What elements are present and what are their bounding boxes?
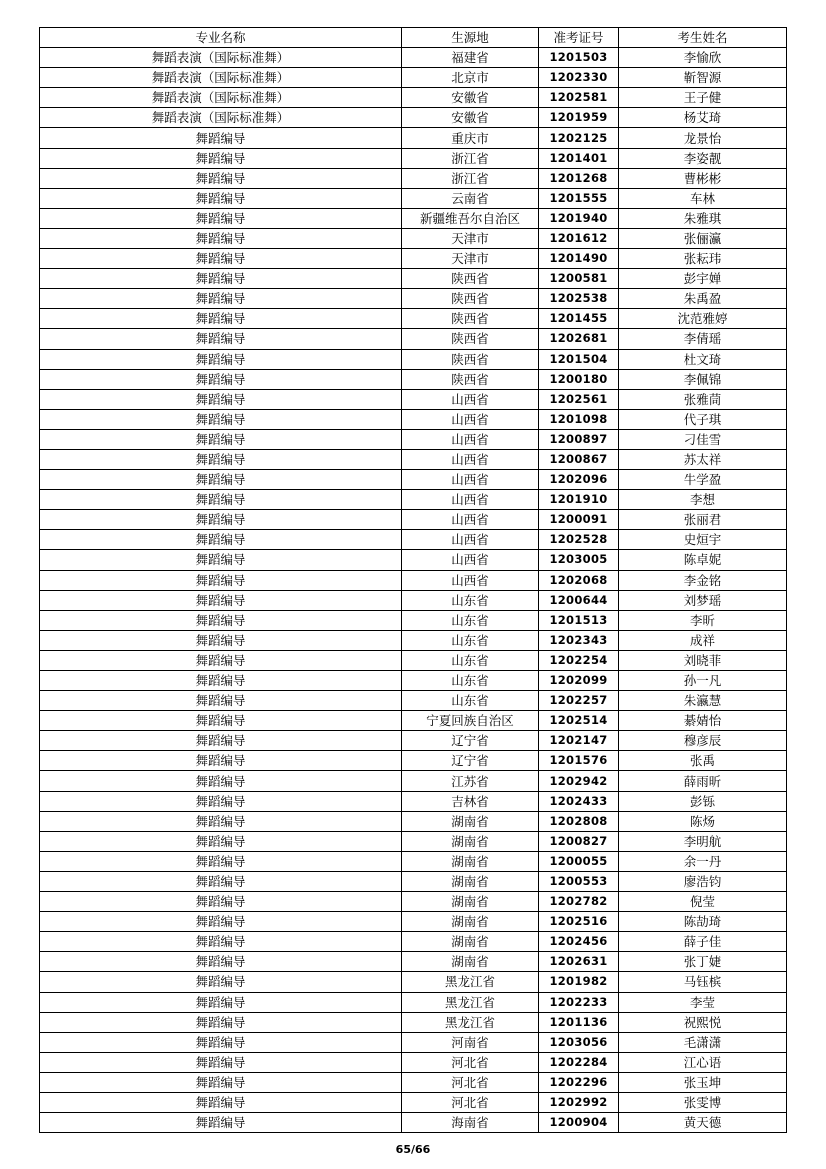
cell-exam-id: 1202096: [539, 470, 619, 490]
cell-exam-id: 1202330: [539, 68, 619, 88]
cell-origin: 黑龙江省: [402, 972, 539, 992]
table-row: [40, 389, 787, 409]
cell-student-name: 张雯博: [619, 1092, 787, 1112]
cell-exam-id: 1202068: [539, 570, 619, 590]
cell-major: 舞蹈编导: [40, 128, 402, 148]
table-row: [40, 530, 787, 550]
cell-student-name: 刘晓菲: [619, 650, 787, 670]
table-row: [40, 610, 787, 630]
table-row: [40, 429, 787, 449]
cell-student-name: 李昕: [619, 610, 787, 630]
cell-major: 舞蹈编导: [40, 811, 402, 831]
cell-origin: 安徽省: [402, 88, 539, 108]
cell-student-name: 张耘玮: [619, 249, 787, 269]
cell-major: 舞蹈编导: [40, 429, 402, 449]
table-row: [40, 128, 787, 148]
cell-student-name: 余一丹: [619, 851, 787, 871]
cell-major: 舞蹈编导: [40, 269, 402, 289]
table-row: [40, 952, 787, 972]
cell-exam-id: 1201940: [539, 208, 619, 228]
cell-origin: 天津市: [402, 249, 539, 269]
cell-origin: 山西省: [402, 550, 539, 570]
cell-origin: 新疆维吾尔自治区: [402, 208, 539, 228]
cell-exam-id: 1200180: [539, 369, 619, 389]
cell-exam-id: 1202561: [539, 389, 619, 409]
cell-major: 舞蹈编导: [40, 570, 402, 590]
cell-student-name: 杜文琦: [619, 349, 787, 369]
cell-exam-id: 1202433: [539, 791, 619, 811]
table-row: [40, 590, 787, 610]
cell-major: 舞蹈编导: [40, 1012, 402, 1032]
table-row: [40, 1012, 787, 1032]
cell-student-name: 倪莹: [619, 892, 787, 912]
table-row: [40, 992, 787, 1012]
cell-origin: 湖南省: [402, 892, 539, 912]
cell-origin: 陕西省: [402, 289, 539, 309]
cell-major: 舞蹈编导: [40, 912, 402, 932]
cell-exam-id: 1200644: [539, 590, 619, 610]
table-row: [40, 791, 787, 811]
table-row: [40, 912, 787, 932]
cell-major: 舞蹈编导: [40, 1052, 402, 1072]
cell-origin: 山东省: [402, 650, 539, 670]
cell-student-name: 彭宇婵: [619, 269, 787, 289]
cell-exam-id: 1201098: [539, 409, 619, 429]
cell-major: 舞蹈编导: [40, 148, 402, 168]
cell-major: 舞蹈编导: [40, 409, 402, 429]
cell-origin: 北京市: [402, 68, 539, 88]
cell-student-name: 靳智源: [619, 68, 787, 88]
cell-student-name: 成祥: [619, 630, 787, 650]
cell-student-name: 李想: [619, 490, 787, 510]
cell-major: 舞蹈编导: [40, 389, 402, 409]
cell-student-name: 沈范雅婷: [619, 309, 787, 329]
cell-student-name: 穆彦辰: [619, 731, 787, 751]
cell-origin: 辽宁省: [402, 731, 539, 751]
cell-student-name: 毛潇潇: [619, 1032, 787, 1052]
cell-student-name: 江心语: [619, 1052, 787, 1072]
table-row: [40, 1113, 787, 1133]
cell-exam-id: 1200904: [539, 1113, 619, 1133]
cell-major: 舞蹈编导: [40, 731, 402, 751]
cell-origin: 云南省: [402, 188, 539, 208]
table-row: [40, 550, 787, 570]
cell-origin: 江苏省: [402, 771, 539, 791]
cell-exam-id: 1201612: [539, 228, 619, 248]
cell-major: 舞蹈编导: [40, 671, 402, 691]
table-row: [40, 972, 787, 992]
cell-origin: 黑龙江省: [402, 992, 539, 1012]
table-row: [40, 1072, 787, 1092]
cell-exam-id: 1202681: [539, 329, 619, 349]
cell-origin: 山东省: [402, 610, 539, 630]
cell-origin: 山西省: [402, 570, 539, 590]
table-row: [40, 289, 787, 309]
cell-origin: 湖南省: [402, 851, 539, 871]
cell-origin: 宁夏回族自治区: [402, 711, 539, 731]
cell-origin: 河北省: [402, 1072, 539, 1092]
cell-origin: 河北省: [402, 1092, 539, 1112]
cell-origin: 海南省: [402, 1113, 539, 1133]
cell-origin: 山西省: [402, 389, 539, 409]
cell-origin: 山西省: [402, 530, 539, 550]
cell-major: 舞蹈表演（国际标准舞）: [40, 68, 402, 88]
table-row: [40, 510, 787, 530]
table-row: [40, 188, 787, 208]
cell-major: 舞蹈编导: [40, 771, 402, 791]
cell-origin: 浙江省: [402, 148, 539, 168]
cell-student-name: 李姿靓: [619, 148, 787, 168]
cell-student-name: 刘梦瑶: [619, 590, 787, 610]
cell-major: 舞蹈编导: [40, 630, 402, 650]
cell-origin: 河北省: [402, 1052, 539, 1072]
cell-student-name: 祝熙悦: [619, 1012, 787, 1032]
cell-origin: 山西省: [402, 449, 539, 469]
table-row: [40, 1052, 787, 1072]
cell-exam-id: 1202992: [539, 1092, 619, 1112]
cell-student-name: 张俪瀛: [619, 228, 787, 248]
table-row: [40, 470, 787, 490]
cell-exam-id: 1202581: [539, 88, 619, 108]
cell-student-name: 王子健: [619, 88, 787, 108]
table-row: [40, 329, 787, 349]
table-row: [40, 369, 787, 389]
cell-exam-id: 1201401: [539, 148, 619, 168]
cell-origin: 辽宁省: [402, 751, 539, 771]
cell-exam-id: 1203005: [539, 550, 619, 570]
cell-exam-id: 1202516: [539, 912, 619, 932]
table-row: [40, 671, 787, 691]
cell-major: 舞蹈编导: [40, 691, 402, 711]
cell-major: 舞蹈编导: [40, 871, 402, 891]
cell-origin: 黑龙江省: [402, 1012, 539, 1032]
cell-major: 舞蹈编导: [40, 892, 402, 912]
cell-origin: 吉林省: [402, 791, 539, 811]
cell-origin: 山东省: [402, 671, 539, 691]
cell-student-name: 薛雨昕: [619, 771, 787, 791]
cell-origin: 山西省: [402, 429, 539, 449]
cell-major: 舞蹈编导: [40, 530, 402, 550]
cell-origin: 湖南省: [402, 811, 539, 831]
header-exam-id: 准考证号: [539, 28, 619, 48]
cell-major: 舞蹈编导: [40, 449, 402, 469]
table-row: [40, 650, 787, 670]
cell-exam-id: 1202284: [539, 1052, 619, 1072]
cell-exam-id: 1202343: [539, 630, 619, 650]
cell-major: 舞蹈编导: [40, 168, 402, 188]
cell-student-name: 曹彬彬: [619, 168, 787, 188]
cell-major: 舞蹈编导: [40, 791, 402, 811]
cell-student-name: 张禹: [619, 751, 787, 771]
cell-major: 舞蹈编导: [40, 932, 402, 952]
admission-list-table: [39, 27, 787, 1133]
table-row: [40, 349, 787, 369]
header-major: 专业名称: [40, 28, 402, 48]
cell-origin: 山西省: [402, 510, 539, 530]
cell-major: 舞蹈编导: [40, 590, 402, 610]
cell-major: 舞蹈编导: [40, 188, 402, 208]
cell-origin: 陕西省: [402, 369, 539, 389]
table-row: [40, 811, 787, 831]
cell-exam-id: 1202782: [539, 892, 619, 912]
cell-major: 舞蹈编导: [40, 369, 402, 389]
table-row: [40, 409, 787, 429]
table-row: [40, 691, 787, 711]
cell-major: 舞蹈表演（国际标准舞）: [40, 88, 402, 108]
cell-student-name: 张丽君: [619, 510, 787, 530]
table-row: [40, 228, 787, 248]
table-row: [40, 731, 787, 751]
cell-origin: 山东省: [402, 630, 539, 650]
cell-exam-id: 1202254: [539, 650, 619, 670]
cell-major: 舞蹈表演（国际标准舞）: [40, 108, 402, 128]
cell-major: 舞蹈编导: [40, 289, 402, 309]
table-row: [40, 88, 787, 108]
cell-student-name: 张玉坤: [619, 1072, 787, 1092]
cell-exam-id: 1201513: [539, 610, 619, 630]
cell-major: 舞蹈编导: [40, 470, 402, 490]
cell-exam-id: 1200581: [539, 269, 619, 289]
cell-major: 舞蹈编导: [40, 1032, 402, 1052]
table-row: [40, 269, 787, 289]
cell-exam-id: 1200055: [539, 851, 619, 871]
table-row: [40, 249, 787, 269]
cell-origin: 山西省: [402, 409, 539, 429]
cell-exam-id: 1201503: [539, 48, 619, 68]
cell-origin: 陕西省: [402, 329, 539, 349]
cell-student-name: 李倩瑶: [619, 329, 787, 349]
cell-student-name: 马钰槟: [619, 972, 787, 992]
cell-major: 舞蹈编导: [40, 208, 402, 228]
cell-origin: 山西省: [402, 490, 539, 510]
cell-exam-id: 1202257: [539, 691, 619, 711]
header-origin: 生源地: [402, 28, 539, 48]
cell-exam-id: 1201490: [539, 249, 619, 269]
table-row: [40, 570, 787, 590]
cell-origin: 浙江省: [402, 168, 539, 188]
table-row: [40, 892, 787, 912]
cell-student-name: 陈炀: [619, 811, 787, 831]
cell-student-name: 黄天德: [619, 1113, 787, 1133]
cell-student-name: 朱禹盈: [619, 289, 787, 309]
cell-student-name: 刁佳雪: [619, 429, 787, 449]
cell-origin: 湖南省: [402, 871, 539, 891]
cell-origin: 安徽省: [402, 108, 539, 128]
cell-exam-id: 1201268: [539, 168, 619, 188]
cell-student-name: 李金铭: [619, 570, 787, 590]
cell-exam-id: 1202233: [539, 992, 619, 1012]
cell-exam-id: 1200091: [539, 510, 619, 530]
cell-exam-id: 1202631: [539, 952, 619, 972]
cell-origin: 陕西省: [402, 269, 539, 289]
cell-major: 舞蹈编导: [40, 751, 402, 771]
cell-exam-id: 1202099: [539, 671, 619, 691]
cell-exam-id: 1200553: [539, 871, 619, 891]
table-row: [40, 309, 787, 329]
cell-origin: 山东省: [402, 691, 539, 711]
cell-student-name: 张雅茼: [619, 389, 787, 409]
header-student-name: 考生姓名: [619, 28, 787, 48]
cell-exam-id: 1202125: [539, 128, 619, 148]
cell-major: 舞蹈编导: [40, 650, 402, 670]
cell-major: 舞蹈编导: [40, 831, 402, 851]
cell-major: 舞蹈编导: [40, 711, 402, 731]
cell-student-name: 薛子佳: [619, 932, 787, 952]
cell-origin: 河南省: [402, 1032, 539, 1052]
cell-student-name: 代子琪: [619, 409, 787, 429]
cell-student-name: 朱雅琪: [619, 208, 787, 228]
cell-exam-id: 1202942: [539, 771, 619, 791]
cell-major: 舞蹈编导: [40, 249, 402, 269]
cell-major: 舞蹈编导: [40, 972, 402, 992]
cell-student-name: 陈卓妮: [619, 550, 787, 570]
table-row: [40, 771, 787, 791]
cell-exam-id: 1202147: [539, 731, 619, 751]
table-row: [40, 48, 787, 68]
cell-origin: 陕西省: [402, 309, 539, 329]
cell-student-name: 陈劼琦: [619, 912, 787, 932]
cell-major: 舞蹈编导: [40, 992, 402, 1012]
cell-exam-id: 1201504: [539, 349, 619, 369]
table-row: [40, 932, 787, 952]
cell-exam-id: 1202538: [539, 289, 619, 309]
table-row: [40, 630, 787, 650]
cell-student-name: 李愉欣: [619, 48, 787, 68]
cell-origin: 福建省: [402, 48, 539, 68]
page-number: 65/66: [395, 1143, 431, 1156]
cell-origin: 山西省: [402, 470, 539, 490]
cell-origin: 陕西省: [402, 349, 539, 369]
cell-exam-id: 1201959: [539, 108, 619, 128]
cell-origin: 湖南省: [402, 831, 539, 851]
cell-exam-id: 1201136: [539, 1012, 619, 1032]
cell-exam-id: 1202456: [539, 932, 619, 952]
table-row: [40, 711, 787, 731]
cell-exam-id: 1201576: [539, 751, 619, 771]
cell-exam-id: 1202808: [539, 811, 619, 831]
cell-origin: 湖南省: [402, 932, 539, 952]
cell-student-name: 杨艾琦: [619, 108, 787, 128]
cell-major: 舞蹈编导: [40, 610, 402, 630]
cell-origin: 湖南省: [402, 912, 539, 932]
cell-major: 舞蹈表演（国际标准舞）: [40, 48, 402, 68]
cell-student-name: 孙一凡: [619, 671, 787, 691]
table-row: [40, 831, 787, 851]
table-body: [40, 48, 787, 1133]
cell-student-name: 綦婧怡: [619, 711, 787, 731]
table-row: [40, 1092, 787, 1112]
table-row: [40, 851, 787, 871]
cell-major: 舞蹈编导: [40, 952, 402, 972]
cell-student-name: 李莹: [619, 992, 787, 1012]
table-row: [40, 1032, 787, 1052]
table-row: [40, 449, 787, 469]
cell-student-name: 李明航: [619, 831, 787, 851]
cell-student-name: 牛学盈: [619, 470, 787, 490]
table-row: [40, 751, 787, 771]
cell-major: 舞蹈编导: [40, 228, 402, 248]
cell-exam-id: 1201455: [539, 309, 619, 329]
cell-major: 舞蹈编导: [40, 329, 402, 349]
table-row: [40, 68, 787, 88]
cell-major: 舞蹈编导: [40, 490, 402, 510]
cell-exam-id: 1203056: [539, 1032, 619, 1052]
cell-exam-id: 1202514: [539, 711, 619, 731]
cell-major: 舞蹈编导: [40, 349, 402, 369]
cell-exam-id: 1200897: [539, 429, 619, 449]
cell-student-name: 彭铄: [619, 791, 787, 811]
cell-student-name: 史烜宇: [619, 530, 787, 550]
cell-student-name: 张丁婕: [619, 952, 787, 972]
cell-exam-id: 1202528: [539, 530, 619, 550]
cell-major: 舞蹈编导: [40, 851, 402, 871]
table-row: [40, 168, 787, 188]
table-header-row: [40, 28, 787, 48]
table-row: [40, 208, 787, 228]
table-row: [40, 148, 787, 168]
table-row: [40, 490, 787, 510]
cell-exam-id: 1202296: [539, 1072, 619, 1092]
cell-student-name: 廖浩钧: [619, 871, 787, 891]
cell-origin: 重庆市: [402, 128, 539, 148]
cell-major: 舞蹈编导: [40, 1113, 402, 1133]
cell-major: 舞蹈编导: [40, 1092, 402, 1112]
cell-origin: 天津市: [402, 228, 539, 248]
cell-student-name: 李佩锦: [619, 369, 787, 389]
cell-student-name: 苏太祥: [619, 449, 787, 469]
cell-exam-id: 1200827: [539, 831, 619, 851]
cell-student-name: 车林: [619, 188, 787, 208]
cell-exam-id: 1200867: [539, 449, 619, 469]
cell-student-name: 朱瀛慧: [619, 691, 787, 711]
cell-exam-id: 1201910: [539, 490, 619, 510]
table-row: [40, 108, 787, 128]
cell-exam-id: 1201982: [539, 972, 619, 992]
table-row: [40, 871, 787, 891]
cell-origin: 山东省: [402, 590, 539, 610]
cell-major: 舞蹈编导: [40, 309, 402, 329]
cell-major: 舞蹈编导: [40, 1072, 402, 1092]
cell-origin: 湖南省: [402, 952, 539, 972]
cell-major: 舞蹈编导: [40, 550, 402, 570]
cell-major: 舞蹈编导: [40, 510, 402, 530]
cell-exam-id: 1201555: [539, 188, 619, 208]
cell-student-name: 龙景怡: [619, 128, 787, 148]
